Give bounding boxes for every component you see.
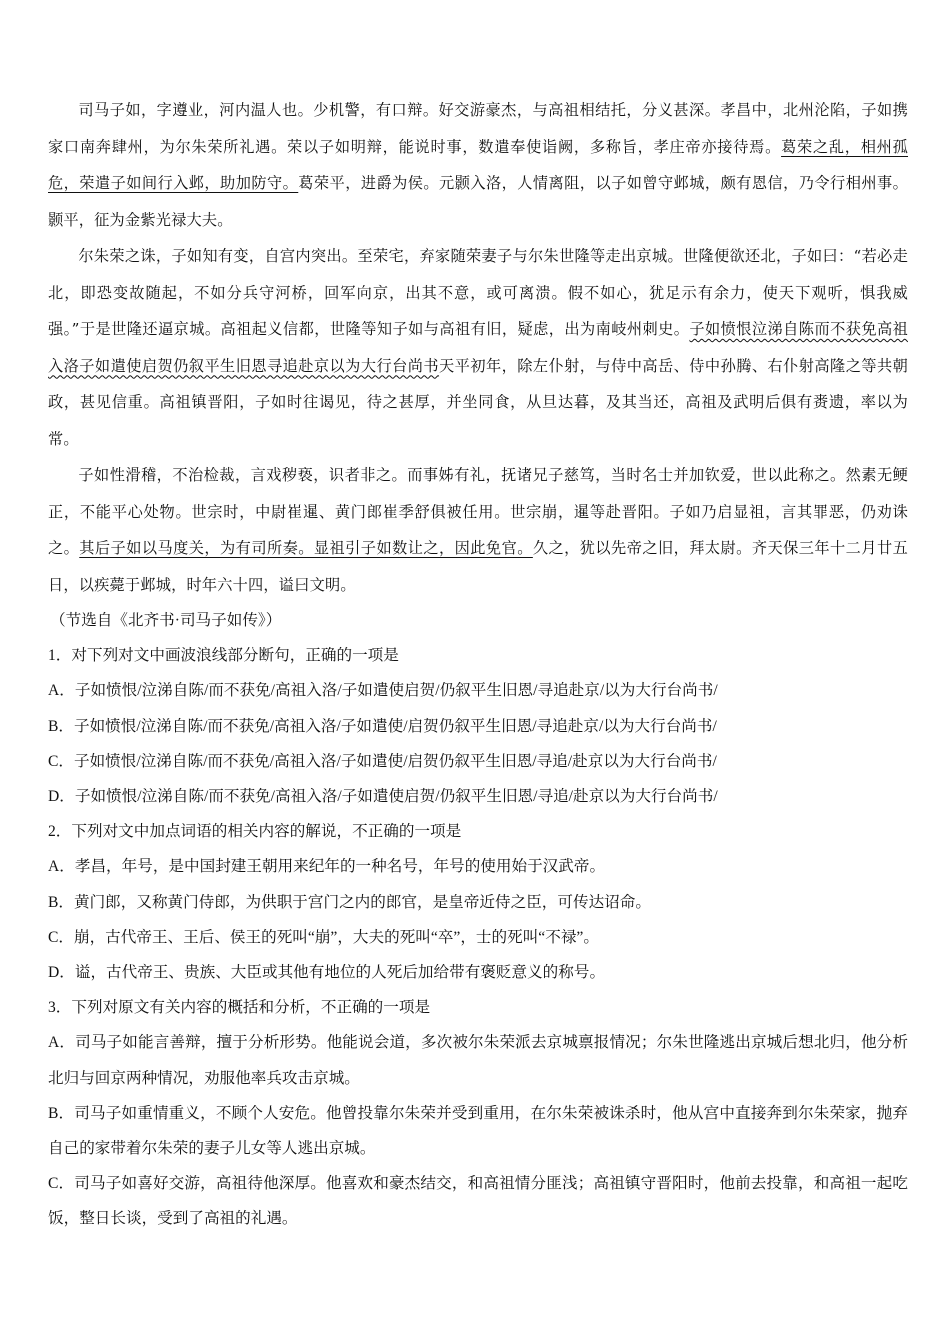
question-2-stem: 2．下列对文中加点词语的相关内容的解说，不正确的一项是: [48, 823, 462, 841]
passage-text: 司马子如，字遵业，河内温人也。少机警，有口辩。好交游豪杰，与高祖相结托，分义甚深。孝昌中，北州沦陷，子如携家口南奔肆州，为尔朱荣所礼遇。荣以子如明辩，能说时事，数遣奉使诣阙，多称旨，孝庄帝亦接待焉。: [48, 101, 908, 156]
passage-text: 天平初年，除左仆射，与侍中高岳、侍中孙腾、右仆射高隆之等共朝政，甚见信重。高祖镇晋阳，子如时往谒见，待之甚厚，并坐同食，从旦达暮，及其当还，高祖及武明后俱有赉遗，率以为常。: [48, 356, 909, 448]
question-3-option-a: A．司马子如能言善辩，擅于分析形势。他能说会道，多次被尔朱荣派去京城禀报情况；尔朱世隆逃出京城后想北归，他分析北归与回京两种情况，劝服他率兵攻击京城。: [48, 1034, 908, 1087]
passage-paragraph-3: [48, 457, 908, 603]
question-3-option-b: B．司马子如重情重义，不顾个人安危。他曾投靠尔朱荣并受到重用，在尔朱荣被诛杀时，他从宫中直接奔到尔朱荣家，抛弃自己的家带着尔朱荣的妻子儿女等人逃出京城。: [48, 1104, 908, 1158]
question-1-option-b: B．子如愤恨/泣涕自陈/而不获免/高祖入洛/子如遣使/启贺仍叙平生旧恩/寻追赴京/以为大行台尚书/: [48, 717, 717, 735]
wavy-underlined-sentence: 子如愤恨泣涕自陈而不获免高祖入洛子如遣使启贺仍叙平生旧恩寻追赴京以为大行台尚书: [48, 320, 908, 375]
question-2-option-c: C．崩，古代帝王、王后、侯王的死叫“崩”，大夫的死叫“卒”，士的死叫“不禄”。: [48, 928, 599, 946]
passage-paragraph-1: [48, 92, 908, 238]
question-2-option-a: A．孝昌，年号，是中国封建王朝用来纪年的一种名号，年号的使用始于汉武帝。: [48, 858, 606, 876]
question-2-option-d: D．谥，古代帝王、贵族、大臣或其他有地位的人死后加给带有褒贬意义的称号。: [48, 964, 606, 982]
source-note: （节选自《北齐书·司马子如传》）: [50, 612, 282, 629]
question-2-option-b: B．黄门郎，又称黄门侍郎，为供职于宫门之内的郎官，是皇帝近侍之臣，可传达诏命。: [48, 893, 651, 911]
passage-text: 子如性滑稽，不治检裁，言戏秽亵，识者非之。而事姊有礼，抚诸兄子慈笃，当时名士并加钦爱，世以此称之。然素无鲠正，不能平心处物。世宗时，中尉崔暹、黄门郎崔季舒俱被任用。世宗崩，暹等赴晋阳。子如乃启显祖，言其罪恶，仍劝诛之。: [48, 466, 908, 557]
question-1-option-d: D．子如愤恨/泣涕自陈/而不获免/高祖入洛/子如遣使启贺/仍叙平生旧恩/寻追/赴京以为大行台尚书/: [48, 788, 718, 806]
underlined-sentence: 其后子如以马度关，为有司所奏。显祖引子如数让之，因此免官。: [79, 539, 533, 557]
passage-text: 葛荣平，进爵为侯。元颢入洛，人情离阻，以子如曾守邺城，颇有恩信，乃令行相州事。颢平，征为金紫光禄大夫。: [48, 174, 908, 229]
question-1-option-c: C．子如愤恨/泣涕自陈/而不获免/高祖入洛/子如遣使/启贺仍叙平生旧恩/寻追/赴京以为大行台尚书/: [48, 752, 717, 770]
question-3-stem: 3．下列对原文有关内容的概括和分析，不正确的一项是: [48, 999, 431, 1017]
passage-paragraph-2: [48, 238, 908, 457]
question-3-option-c: C．司马子如喜好交游，高祖待他深厚。他喜欢和豪杰结交，和高祖情分匪浅；高祖镇守晋阳时，他前去投靠，和高祖一起吃饭，整日长谈，受到了高祖的礼遇。: [48, 1175, 908, 1228]
underlined-sentence: 葛荣之乱，相州孤危，荣遣子如间行入邺，助加防守。: [48, 137, 909, 192]
document-page: [48, 92, 908, 1237]
passage-text: 久之，犹以先帝之旧，拜太尉。齐天保三年十二月廿五日，以疾薨于邺城，时年六十四，谥曰文明。: [48, 539, 908, 594]
question-1-option-a: A．子如愤恨/泣涕自陈/而不获免/高祖入洛/子如遣使启贺/仍叙平生旧恩/寻追赴京/以为大行台尚书/: [48, 682, 718, 700]
question-1-stem: 1．对下列对文中画波浪线部分断句，正确的一项是: [48, 647, 399, 665]
passage-text: 尔朱荣之诛，子如知有变，自宫内突出。至荣宅，弃家随荣妻子与尔朱世隆等走出京城。世隆便欲还北，子如曰：“若必走北，即恐变故随起，不如分兵守河桥，回军向京，出其不意，或可离溃。假不如心，犹足示有余力，使天下观听，惧我威强。”于是世隆还逼京城。高祖起义信都，世隆等知子如与高祖有旧，疑虑，出为南岐州刺史。: [48, 247, 908, 338]
